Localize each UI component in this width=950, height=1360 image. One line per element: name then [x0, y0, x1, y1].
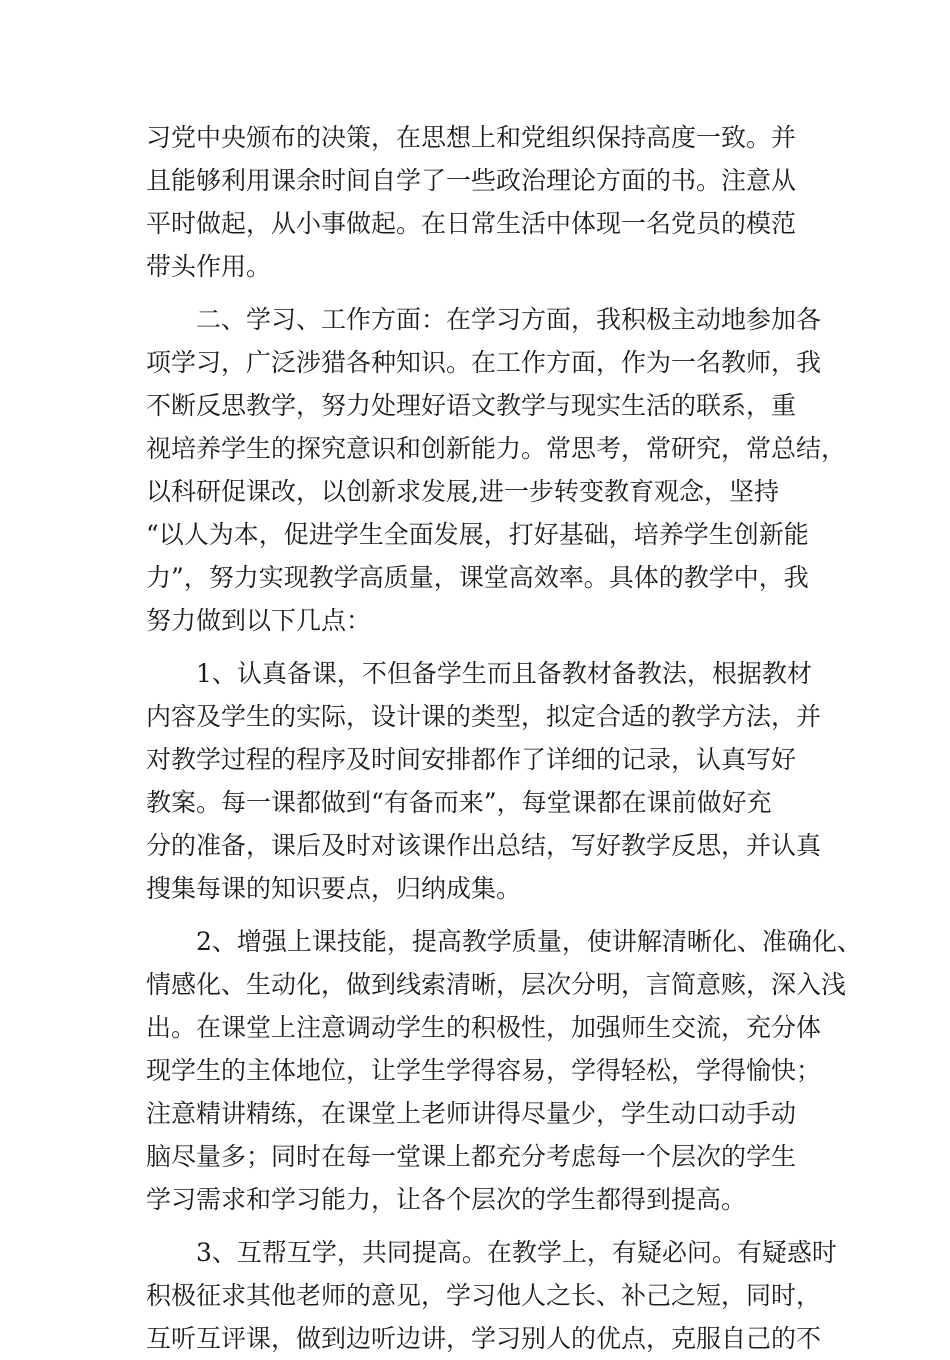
- text-line: 现学生的主体地位，让学生学得容易，学得轻松，学得愉快；: [146, 1056, 822, 1085]
- text-line: 且能够利用课余时间自学了一些政治理论方面的书。注意从: [146, 166, 797, 195]
- paragraph: [146, 920, 862, 1221]
- paragraph: [146, 298, 847, 642]
- text-line: 教案。每一课都做到“有备而来”，每堂课都在课前做好充: [146, 788, 772, 817]
- text-line: 出。在课堂上注意调动学生的积极性，加强师生交流，充分体: [146, 1013, 822, 1042]
- text-line: 习党中央颁布的决策，在思想上和党组织保持高度一致。并: [146, 123, 797, 152]
- document-body: [146, 116, 862, 1360]
- text-line: 视培养学生的探究意识和创新能力。常思考，常研究，常总结，: [146, 434, 847, 463]
- text-line: “以人为本，促进学生全面发展，打好基础，培养学生创新能: [146, 520, 809, 549]
- text-line: 学习需求和学习能力，让各个层次的学生都得到提高。: [146, 1185, 747, 1214]
- text-line: 对教学过程的程序及时间安排都作了详细的记录，认真写好: [146, 745, 797, 774]
- text-line: 带头作用。: [146, 252, 272, 281]
- text-line: 情感化、生动化，做到线索清晰，层次分明，言简意赅，深入浅: [146, 970, 847, 999]
- paragraph-gap: [146, 288, 810, 298]
- text-line: 2、增强上课技能，提高教学质量，使讲解清晰化、准确化、: [196, 927, 862, 956]
- text-line: 不断反思教学，努力处理好语文教学与现实生活的联系，重: [146, 391, 797, 420]
- text-line: 搜集每课的知识要点，归纳成集。: [146, 874, 522, 903]
- text-line: 分的准备，课后及时对该课作出总结，写好教学反思，并认真: [146, 831, 822, 860]
- paragraph: [146, 652, 822, 910]
- text-line: 内容及学生的实际，设计课的类型，拟定合适的教学方法，并: [146, 702, 822, 731]
- text-line: 积极征求其他老师的意见，学习他人之长、补己之短，同时，: [146, 1281, 822, 1310]
- text-line: 3、互帮互学，共同提高。在教学上，有疑必问。有疑惑时: [196, 1238, 837, 1267]
- text-line: 1、认真备课，不但备学生而且备教材备教法，根据教材: [196, 659, 812, 688]
- paragraph: [146, 1231, 837, 1360]
- paragraph: [146, 116, 810, 288]
- text-line: 项学习，广泛涉猎各种知识。在工作方面，作为一名教师，我: [146, 348, 822, 377]
- text-line: 互听互评课，做到边听边讲，学习别人的优点，克服自己的不: [146, 1324, 822, 1353]
- paragraph-gap: [146, 642, 810, 652]
- text-line: 二、学习、工作方面：在学习方面，我积极主动地参加各: [196, 305, 822, 334]
- text-line: 注意精讲精练，在课堂上老师讲得尽量少，学生动口动手动: [146, 1099, 797, 1128]
- text-line: 脑尽量多；同时在每一堂课上都充分考虑每一个层次的学生: [146, 1142, 797, 1171]
- text-line: 努力做到以下几点：: [146, 606, 372, 635]
- text-line: 平时做起，从小事做起。在日常生活中体现一名党员的模范: [146, 209, 797, 238]
- text-line: 以科研促课改，以创新求发展,进一步转变教育观念，坚持: [146, 477, 779, 506]
- paragraph-gap: [146, 910, 810, 920]
- text-line: 力”，努力实现教学高质量，课堂高效率。具体的教学中，我: [146, 563, 809, 592]
- paragraph-gap: [146, 1221, 810, 1231]
